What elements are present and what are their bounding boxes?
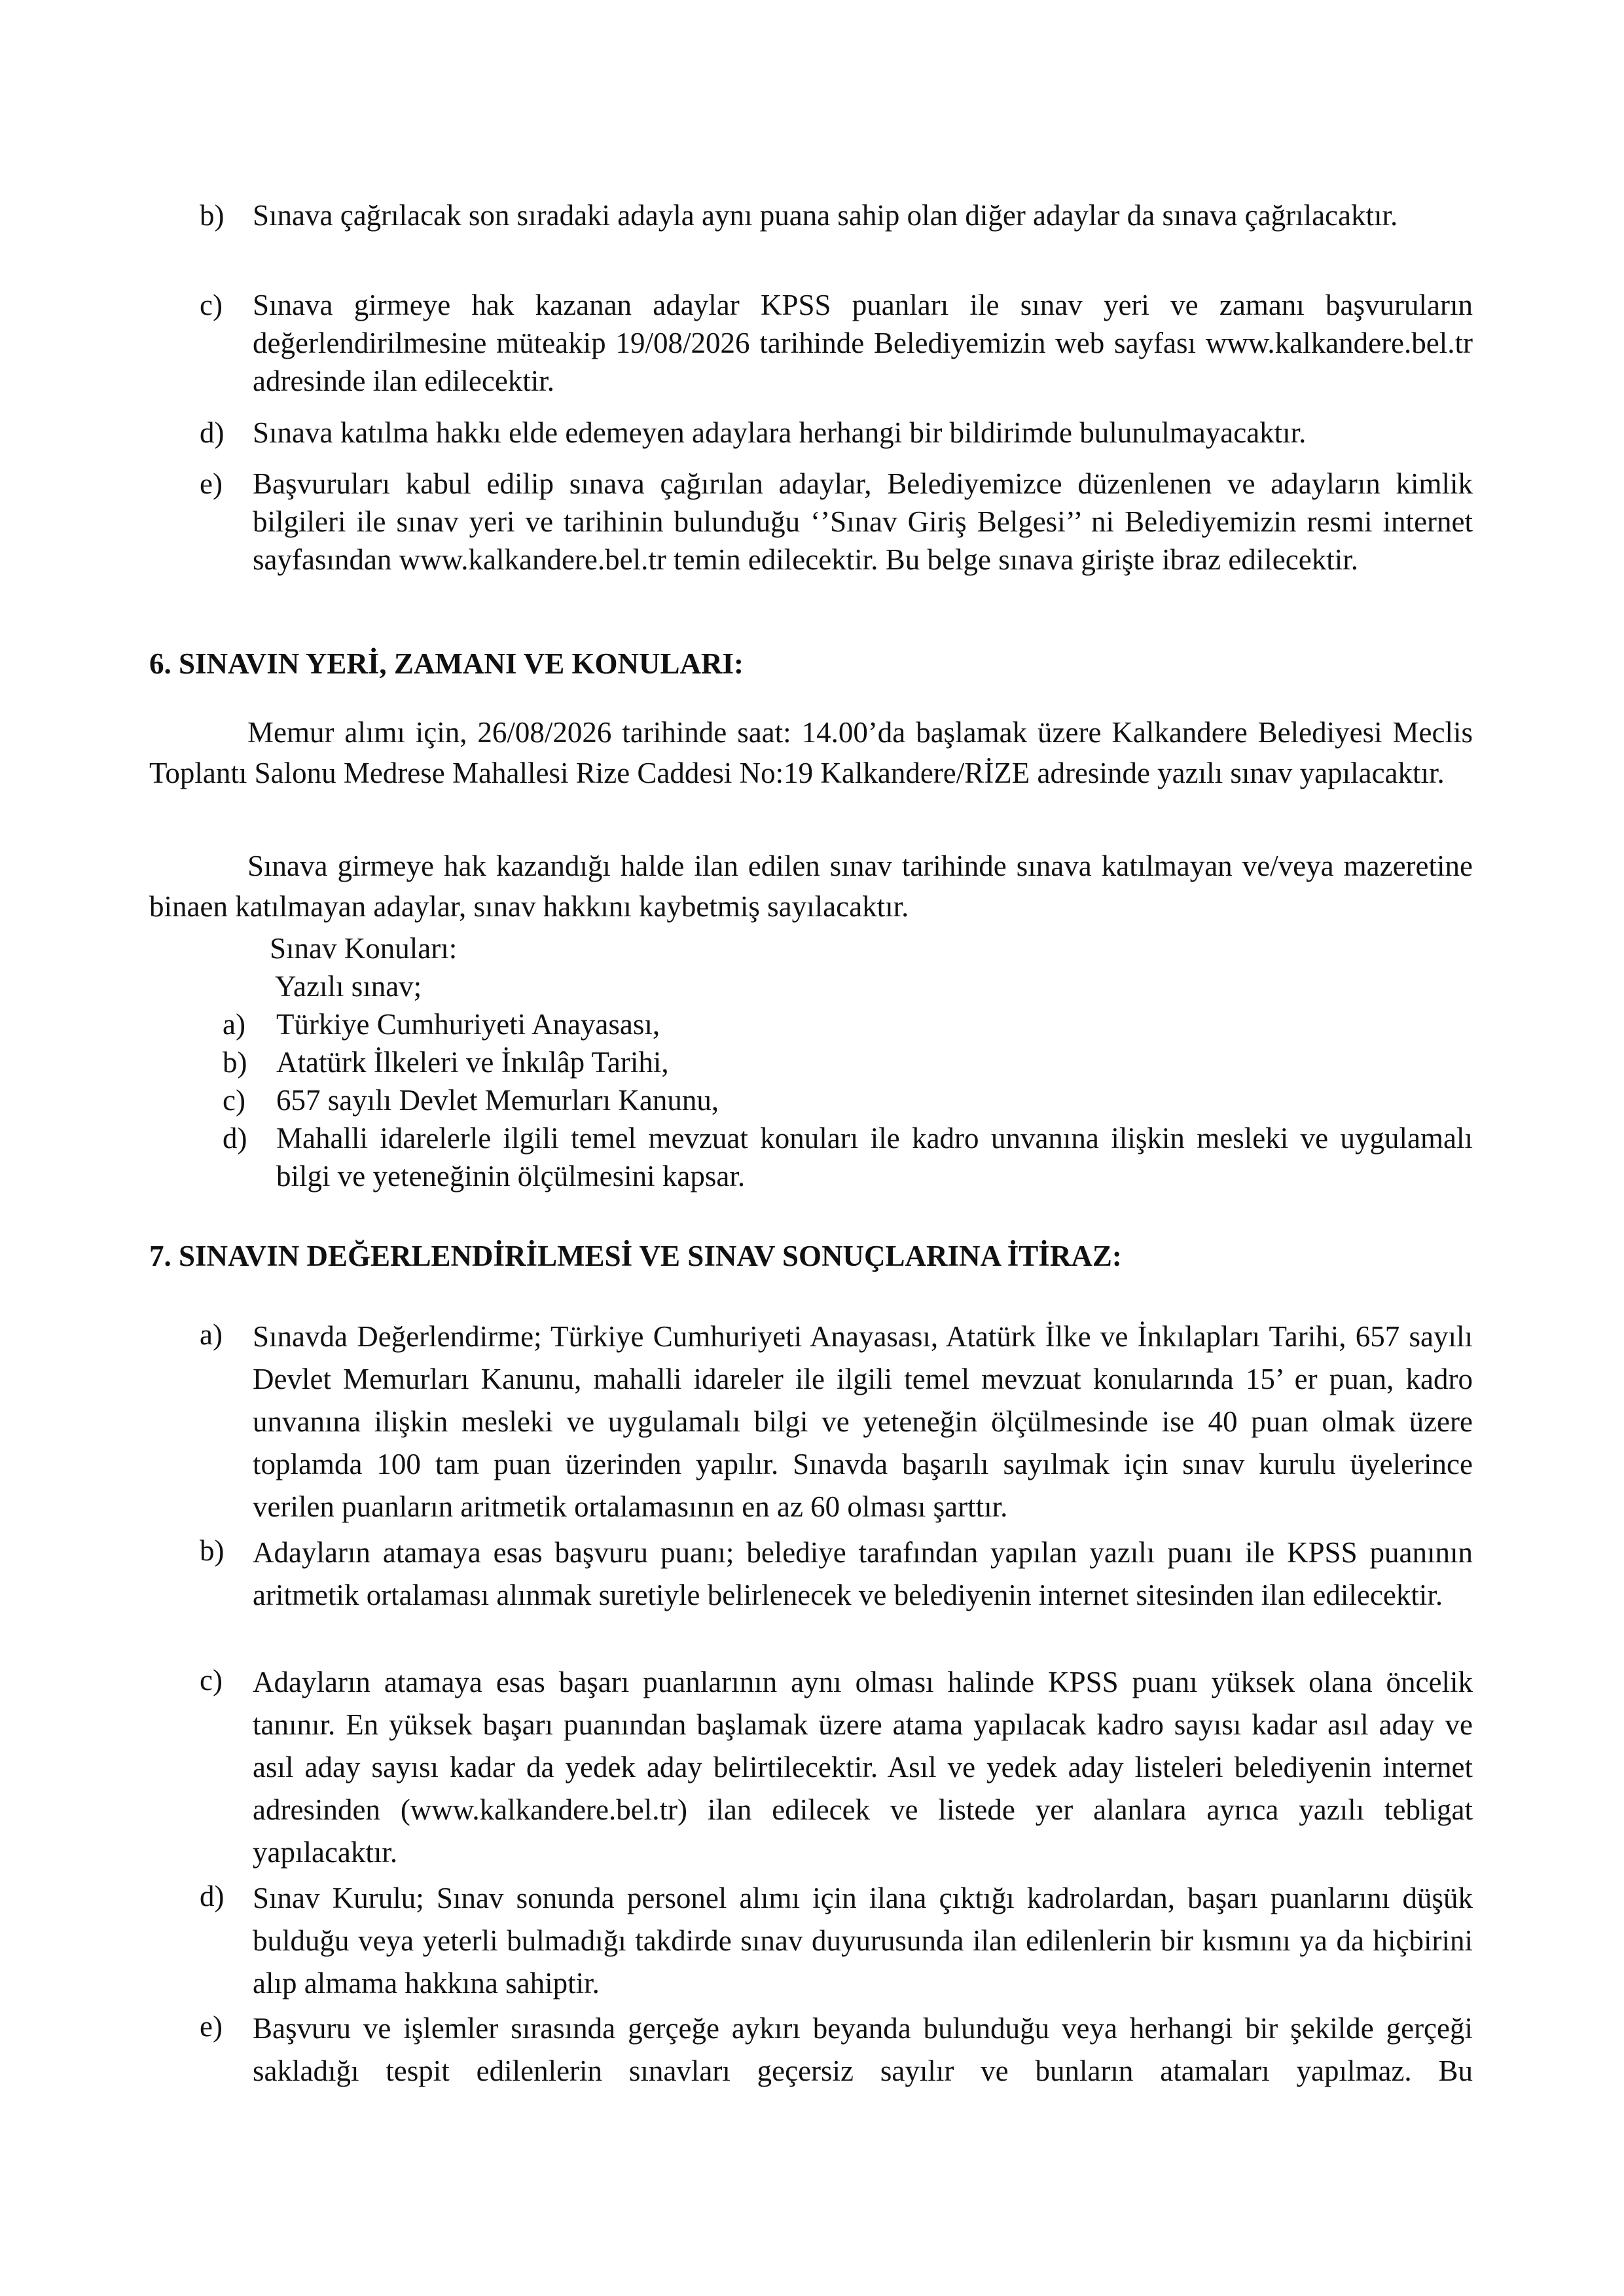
subject-label: c) [223,1084,245,1117]
section-6-paragraph-1: Memur alımı için, 26/08/2026 tarihinde saat: 14.00’da başlamak üzere Kalkandere Belediyesi Meclis Toplantı Salonu Medrese Mahallesi Rize Caddesi No:19 Kalkandere/RİZE adresinde yazılı sınav yapılacaktır. [149,716,1473,789]
list-item-text: Sınav Kurulu; Sınav sonunda personel alımı için ilana çıktığı kadrolardan, başarı puanlarını düşük bulduğu veya yeterli bulmadığı takdirde sınav duyurusunda ilan edilenlerin bir kısmını ya da hiçbirini alıp almama hakkına sahiptir. [253,1882,1473,2000]
list-item-text: Başvuru ve işlemler sırasında gerçeğe aykırı beyanda bulunduğu veya herhangi bir şekilde gerçeği sakladığı tespit edilenlerin sınavları geçersiz sayılır ve bunların atamaları yapılmaz. Bu [253,2012,1473,2087]
list-item-text: Sınavda Değerlendirme; Türkiye Cumhuriyeti Anayasası, Atatürk İlke ve İnkılapları Tarihi, 657 sayılı Devlet Memurları Kanunu, mahalli idareler ile ilgili temel mevzuat konularında 15’ er puan, kadro unvanına ilişkin mesleki ve uygulamalı bilgi ve yeteneğin ölçülmesinde ise 40 puan olmak üzere toplamda 100 tam puan üzerinden yapılır. Sınavda başarılı sayılmak için sınav kurulu üyelerince verilen puanların aritmetik ortalamasının en az 60 olması şarttır. [253,1320,1473,1523]
subject-text: Atatürk İlkeleri ve İnkılâp Tarihi, [276,1046,669,1079]
list-item-label: e) [200,2010,223,2043]
subject-label: d) [223,1122,247,1155]
subject-text: 657 sayılı Devlet Memurları Kanunu, [276,1084,719,1117]
list-item-text: Sınava girmeye hak kazanan adaylar KPSS puanları ile sınav yeri ve zamanı başvuruların değerlendirilmesine müteakip 19/08/2026 tarihinde Belediyemizin web sayfası www.kalkandere.bel.tr adresinde ilan edilecektir. [253,289,1473,397]
list-item-text: Sınava çağrılacak son sıradaki adayla aynı puana sahip olan diğer adaylar da sınava çağrılacaktır. [253,199,1398,232]
subject-text: Türkiye Cumhuriyeti Anayasası, [276,1008,660,1041]
list-item-text: Adayların atamaya esas başvuru puanı; belediye tarafından yapılan yazılı puanı ile KPSS puanının aritmetik ortalaması alınmak suretiyle belirlenecek ve belediyenin internet sitesinden ilan edilecektir. [253,1536,1473,1611]
list-item-label: c) [200,289,223,321]
subject-label: b) [223,1046,247,1079]
section-6-paragraph-2: Sınava girmeye hak kazandığı halde ilan edilen sınav tarihinde sınava katılmayan ve/veya mazeretine binaen katılmayan adaylar, sınav hakkını kaybetmiş sayılacaktır. [149,850,1473,923]
list-item-text: Sınava katılma hakkı elde edemeyen adaylara herhangi bir bildirimde bulunulmayacaktır. [253,416,1307,449]
section-6-heading: 6. SINAVIN YERİ, ZAMANI VE KONULARI: [149,647,744,680]
list-item-label: b) [200,1534,225,1567]
list-item-label: b) [200,199,225,232]
list-item-label: a) [200,1318,223,1351]
written-exam-title: Yazılı sınav; [275,970,422,1003]
list-item-label: d) [200,416,225,449]
list-item-text: Adayların atamaya esas başarı puanlarının aynı olması halinde KPSS puanı yüksek olana öncelik tanınır. En yüksek başarı puanından başlamak üzere atama yapılacak kadro sayısı kadar asıl aday ve asıl aday sayısı kadar da yedek aday belirtilecektir. Asıl ve yedek aday listeleri belediyenin internet adresinden (www.kalkandere.bel.tr) ilan edilecek ve listede yer alanlara ayrıca yazılı tebligat yapılacaktır. [253,1666,1473,1869]
list-item-label: d) [200,1880,225,1912]
list-item-label: c) [200,1664,223,1696]
list-item-label: e) [200,467,223,500]
list-item-text: Başvuruları kabul edilip sınava çağırılan adaylar, Belediyemizce düzenlenen ve adayların kimlik bilgileri ile sınav yeri ve tarihinin bulunduğu ‘’Sınav Giriş Belgesi’’ ni Belediyemizin resmi internet sayfasından www.kalkandere.bel.tr temin edilecektir. Bu belge sınava girişte ibraz edilecektir. [253,467,1473,576]
subject-label: a) [223,1008,245,1041]
section-7-heading: 7. SINAVIN DEĞERLENDİRİLMESİ VE SINAV SONUÇLARINA İTİRAZ: [149,1240,1122,1272]
subject-text: Mahalli idarelerle ilgili temel mevzuat konuları ile kadro unvanına ilişkin mesleki ve uygulamalı bilgi ve yeteneğinin ölçülmesini kapsar. [276,1122,1473,1193]
subjects-title: Sınav Konuları: [270,932,458,965]
